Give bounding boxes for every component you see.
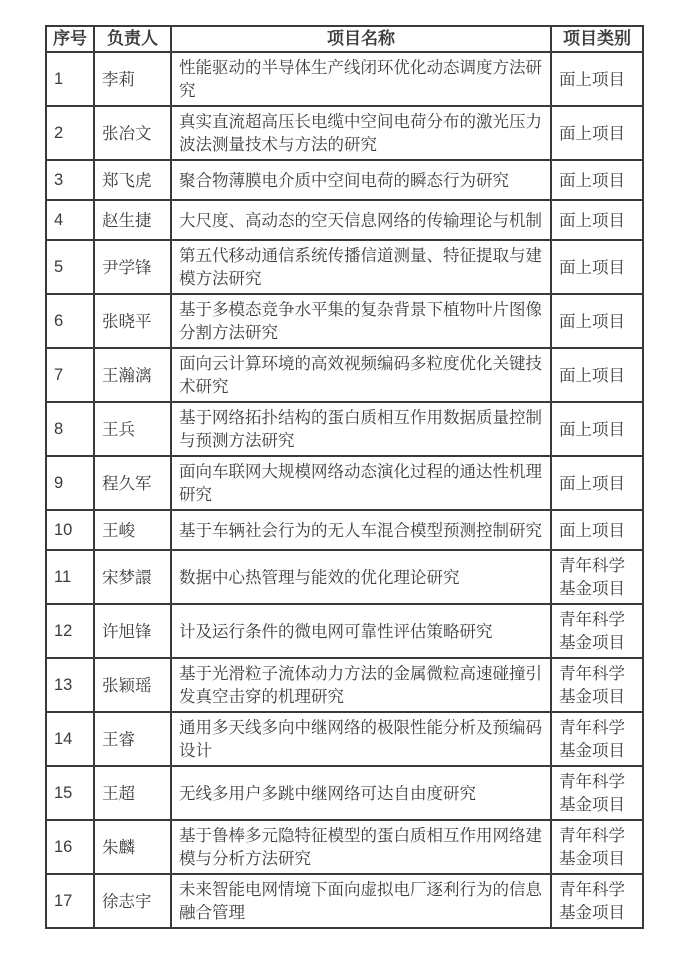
pi-cell: 张冶文 xyxy=(94,106,171,160)
category-cell: 青年科学基金项目 xyxy=(551,550,643,604)
category-cell: 面上项目 xyxy=(551,52,643,106)
table-header xyxy=(46,26,643,52)
title-cell: 未来智能电网情境下面向虚拟电厂逐利行为的信息融合管理 xyxy=(171,874,551,928)
serial-cell: 5 xyxy=(46,240,94,294)
serial-cell: 16 xyxy=(46,820,94,874)
pi-cell: 王睿 xyxy=(94,712,171,766)
table-row xyxy=(46,510,643,550)
title-cell: 真实直流超高压长电缆中空间电荷分布的激光压力波法测量技术与方法的研究 xyxy=(171,106,551,160)
serial-cell: 17 xyxy=(46,874,94,928)
pi-cell: 许旭锋 xyxy=(94,604,171,658)
pi-cell: 徐志宇 xyxy=(94,874,171,928)
category-cell: 面上项目 xyxy=(551,456,643,510)
serial-cell: 11 xyxy=(46,550,94,604)
table-row xyxy=(46,766,643,820)
serial-cell: 13 xyxy=(46,658,94,712)
title-cell: 基于光滑粒子流体动力方法的金属微粒高速碰撞引发真空击穿的机理研究 xyxy=(171,658,551,712)
table-row xyxy=(46,658,643,712)
serial-cell: 14 xyxy=(46,712,94,766)
header-category: 项目类别 xyxy=(551,26,643,52)
header-title: 项目名称 xyxy=(171,26,551,52)
header-serial: 序号 xyxy=(46,26,94,52)
category-cell: 青年科学基金项目 xyxy=(551,820,643,874)
title-cell: 无线多用户多跳中继网络可达自由度研究 xyxy=(171,766,551,820)
table-row xyxy=(46,294,643,348)
pi-cell: 王兵 xyxy=(94,402,171,456)
category-cell: 青年科学基金项目 xyxy=(551,874,643,928)
table-row xyxy=(46,402,643,456)
pi-cell: 张颖瑶 xyxy=(94,658,171,712)
serial-cell: 12 xyxy=(46,604,94,658)
title-cell: 基于鲁棒多元隐特征模型的蛋白质相互作用网络建模与分析方法研究 xyxy=(171,820,551,874)
table-row xyxy=(46,106,643,160)
category-cell: 青年科学基金项目 xyxy=(551,766,643,820)
table-row xyxy=(46,604,643,658)
pi-cell: 李莉 xyxy=(94,52,171,106)
serial-cell: 3 xyxy=(46,160,94,200)
header-row xyxy=(46,26,643,52)
category-cell: 面上项目 xyxy=(551,294,643,348)
pi-cell: 程久军 xyxy=(94,456,171,510)
category-cell: 面上项目 xyxy=(551,160,643,200)
pi-cell: 朱麟 xyxy=(94,820,171,874)
category-cell: 青年科学基金项目 xyxy=(551,712,643,766)
pi-cell: 郑飞虎 xyxy=(94,160,171,200)
pi-cell: 尹学锋 xyxy=(94,240,171,294)
projects-table xyxy=(45,25,644,929)
category-cell: 面上项目 xyxy=(551,402,643,456)
category-cell: 青年科学基金项目 xyxy=(551,604,643,658)
title-cell: 通用多天线多向中继网络的极限性能分析及预编码设计 xyxy=(171,712,551,766)
category-cell: 面上项目 xyxy=(551,200,643,240)
table-row xyxy=(46,348,643,402)
table-row xyxy=(46,52,643,106)
pi-cell: 宋梦譞 xyxy=(94,550,171,604)
category-cell: 面上项目 xyxy=(551,348,643,402)
category-cell: 青年科学基金项目 xyxy=(551,658,643,712)
table-row xyxy=(46,820,643,874)
serial-cell: 10 xyxy=(46,510,94,550)
serial-cell: 4 xyxy=(46,200,94,240)
pi-cell: 王瀚漓 xyxy=(94,348,171,402)
table-row xyxy=(46,240,643,294)
category-cell: 面上项目 xyxy=(551,510,643,550)
table-row xyxy=(46,712,643,766)
title-cell: 计及运行条件的微电网可靠性评估策略研究 xyxy=(171,604,551,658)
title-cell: 基于网络拓扑结构的蛋白质相互作用数据质量控制与预测方法研究 xyxy=(171,402,551,456)
pi-cell: 张晓平 xyxy=(94,294,171,348)
serial-cell: 15 xyxy=(46,766,94,820)
pi-cell: 王超 xyxy=(94,766,171,820)
title-cell: 第五代移动通信系统传播信道测量、特征提取与建模方法研究 xyxy=(171,240,551,294)
title-cell: 性能驱动的半导体生产线闭环优化动态调度方法研究 xyxy=(171,52,551,106)
title-cell: 面向云计算环境的高效视频编码多粒度优化关键技术研究 xyxy=(171,348,551,402)
serial-cell: 2 xyxy=(46,106,94,160)
pi-cell: 王峻 xyxy=(94,510,171,550)
serial-cell: 9 xyxy=(46,456,94,510)
serial-cell: 6 xyxy=(46,294,94,348)
table-row xyxy=(46,874,643,928)
table-row xyxy=(46,456,643,510)
table-row xyxy=(46,550,643,604)
serial-cell: 1 xyxy=(46,52,94,106)
header-pi: 负责人 xyxy=(94,26,171,52)
serial-cell: 7 xyxy=(46,348,94,402)
title-cell: 聚合物薄膜电介质中空间电荷的瞬态行为研究 xyxy=(171,160,551,200)
title-cell: 基于车辆社会行为的无人车混合模型预测控制研究 xyxy=(171,510,551,550)
table-row xyxy=(46,160,643,200)
category-cell: 面上项目 xyxy=(551,240,643,294)
pi-cell: 赵生捷 xyxy=(94,200,171,240)
table-row xyxy=(46,200,643,240)
title-cell: 大尺度、高动态的空天信息网络的传输理论与机制 xyxy=(171,200,551,240)
title-cell: 基于多模态竞争水平集的复杂背景下植物叶片图像分割方法研究 xyxy=(171,294,551,348)
title-cell: 面向车联网大规模网络动态演化过程的通达性机理研究 xyxy=(171,456,551,510)
table-body xyxy=(46,52,643,928)
title-cell: 数据中心热管理与能效的优化理论研究 xyxy=(171,550,551,604)
serial-cell: 8 xyxy=(46,402,94,456)
category-cell: 面上项目 xyxy=(551,106,643,160)
